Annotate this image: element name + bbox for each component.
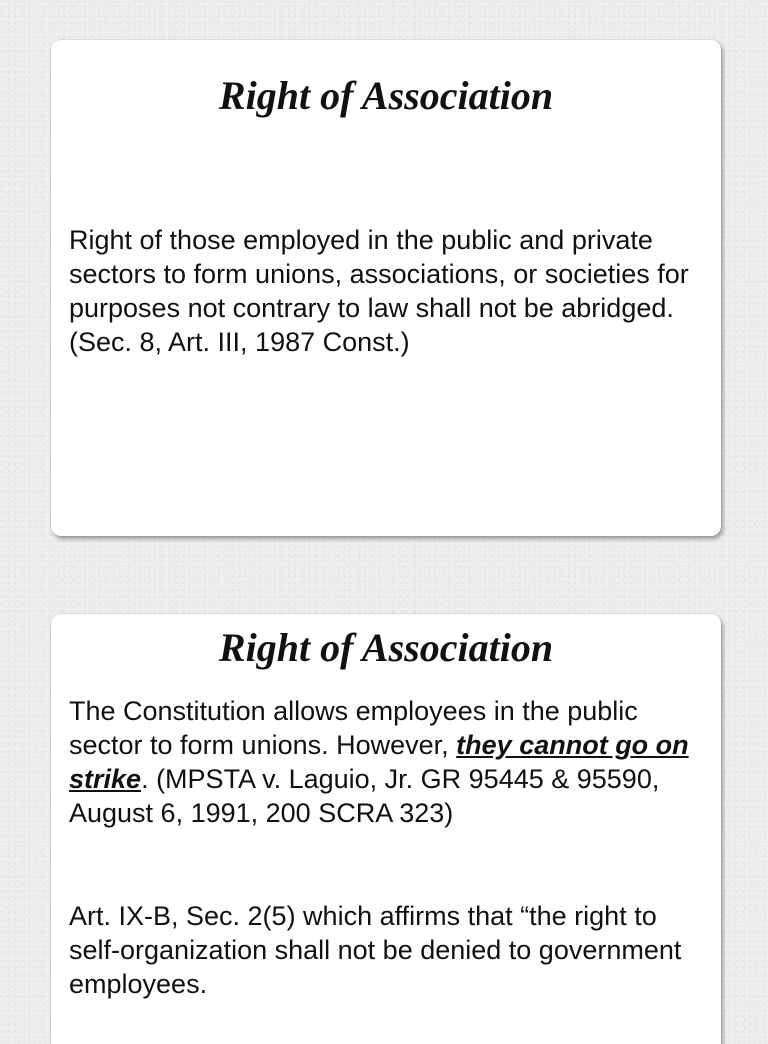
slide-paragraph-strike <box>69 694 699 830</box>
slide-title: Right of Association <box>218 625 554 670</box>
paragraph-citation: . (MPSTA v. Laguio, Jr. GR 95445 & 95590, August 6, 1991, 200 SCRA 323) <box>69 764 660 828</box>
paragraph-text: The Constitution allows employees in the public sector to form unions. However, <box>69 696 638 760</box>
slide-body-text: Right of those employed in the public and private sectors to form unions, associations, or societies for purposes not contrary to law shall not be abridged. (Sec. 8, Art. III, 1987 Const.) <box>69 225 689 357</box>
slide-title: Right of Association <box>218 73 554 118</box>
slide-paragraph-self-organization: Art. IX-B, Sec. 2(5) which affirms that “the right to self-organization shall not be denied to government employees. <box>69 901 682 999</box>
emphasized-text: they cannot go on strike <box>69 730 689 794</box>
slide-1 <box>51 40 721 536</box>
slide-2 <box>51 614 721 1044</box>
